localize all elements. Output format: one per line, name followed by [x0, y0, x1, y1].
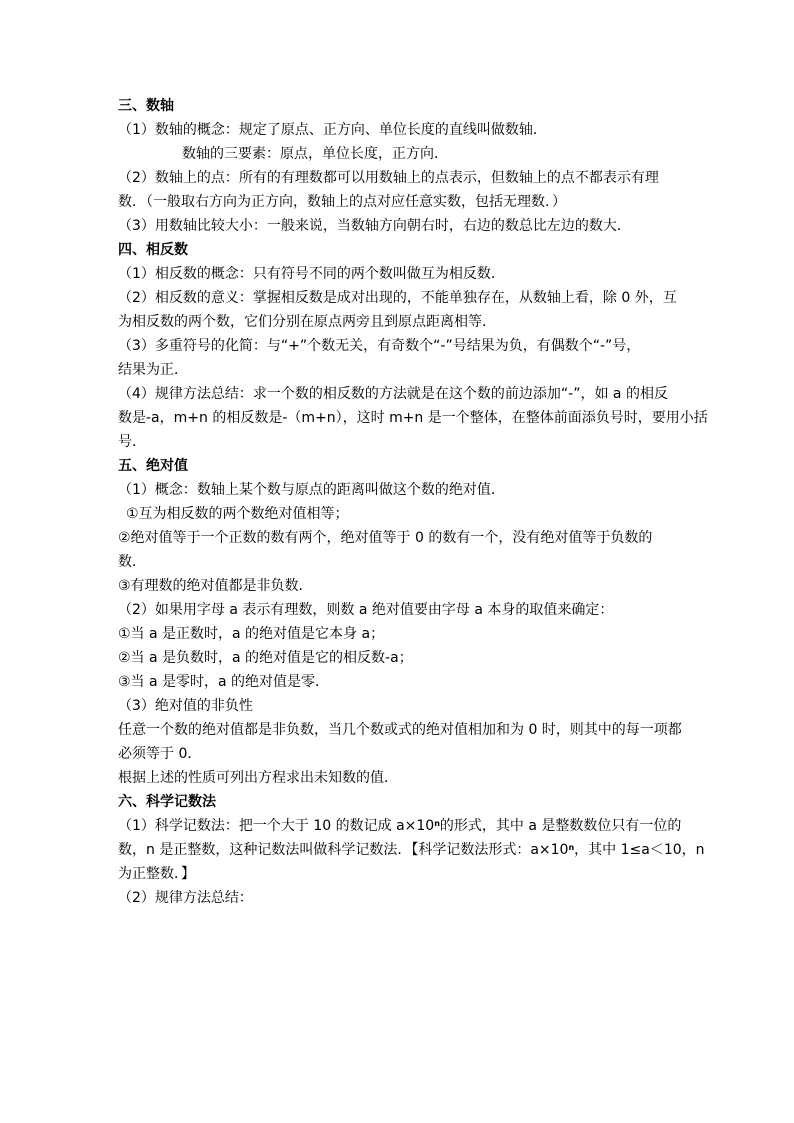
paragraph — [118, 838, 705, 862]
paragraph: （1）概念：数轴上某个数与原点的距离叫做这个数的绝对值． — [118, 482, 505, 498]
paragraph: （2）规律方法总结： — [118, 890, 253, 906]
paragraph: 数．（一般取右方向为正方向，数轴上的点对应任意实数，包括无理数．） — [118, 194, 566, 210]
paragraph: 数是-a，m+n 的相反数是-（m+n），这时 m+n 是一个整体，在整体前面添负号时，要用小括 — [118, 410, 708, 426]
paragraph: 结果为正． — [118, 362, 188, 378]
document-body — [118, 94, 708, 910]
paragraph: 数． — [118, 554, 146, 570]
paragraph: （2）数轴上的点：所有的有理数都可以用数轴上的点表示，但数轴上的点不都表示有理 — [118, 170, 659, 186]
text-run: 的形式，其中 a 是整数数位只有一位的 — [439, 818, 682, 834]
heading-opposite-numbers: 四、相反数 — [118, 242, 188, 258]
list-item: ③有理数的绝对值都是非负数． — [118, 578, 313, 594]
list-item: ②绝对值等于一个正数的数有两个，绝对值等于 0 的数有一个，没有绝对值等于负数的 — [118, 530, 653, 546]
text-run: （1）科学记数法：把一个大于 10 的数记成 a×10 — [118, 818, 435, 834]
text-run: ，其中 1≤a＜10，n — [574, 842, 705, 858]
heading-absolute-value: 五、绝对值 — [118, 458, 188, 474]
paragraph: （2）相反数的意义：掌握相反数是成对出现的，不能单独存在，从数轴上看，除 0 外，互 — [118, 290, 677, 306]
list-item: ①互为相反数的两个数绝对值相等； — [126, 506, 349, 522]
paragraph: （2）如果用字母 a 表示有理数，则数 a 绝对值要由字母 a 本身的取值来确定： — [118, 602, 614, 618]
paragraph: （3）绝对值的非负性 — [118, 698, 253, 714]
list-item: ①当 a 是正数时，a 的绝对值是它本身 a； — [118, 626, 385, 642]
paragraph: 根据上述的性质可列出方程求出未知数的值． — [118, 770, 398, 786]
paragraph: （3）用数轴比较大小：一般来说，当数轴方向朝右时，右边的数总比左边的数大． — [118, 218, 631, 234]
list-item: ②当 a 是负数时，a 的绝对值是它的相反数-a； — [118, 650, 413, 666]
exponent: n — [568, 843, 575, 852]
paragraph: 号． — [118, 434, 146, 450]
paragraph: 任意一个数的绝对值都是非负数，当几个数或式的绝对值相加和为 0 时，则其中的每一项都 — [118, 722, 682, 738]
paragraph: （3）多重符号的化简：与“+”个数无关，有奇数个“-”号结果为负，有偶数个“-”号， — [118, 338, 641, 354]
paragraph: 数轴的三要素：原点，单位长度，正方向． — [182, 146, 448, 162]
paragraph: 为正整数．】 — [118, 866, 195, 882]
paragraph: （1）相反数的概念：只有符号不同的两个数叫做互为相反数． — [118, 266, 505, 282]
heading-number-line: 三、数轴 — [118, 98, 174, 114]
paragraph: 为相反数的两个数，它们分别在原点两旁且到原点距离相等． — [118, 314, 496, 330]
paragraph — [118, 814, 698, 838]
heading-scientific-notation: 六、科学记数法 — [118, 794, 216, 810]
list-item: ③当 a 是零时，a 的绝对值是零． — [118, 674, 330, 690]
paragraph: （1）数轴的概念：规定了原点、正方向、单位长度的直线叫做数轴． — [118, 122, 547, 138]
text-run: 数，n 是正整数，这种记数法叫做科学记数法．【科学记数法形式：a×10 — [118, 842, 569, 858]
paragraph: （4）规律方法总结：求一个数的相反数的方法就是在这个数的前边添加“-”，如 a 的相反 — [118, 386, 668, 402]
paragraph: 必须等于 0． — [118, 746, 202, 762]
exponent: n — [434, 819, 440, 828]
